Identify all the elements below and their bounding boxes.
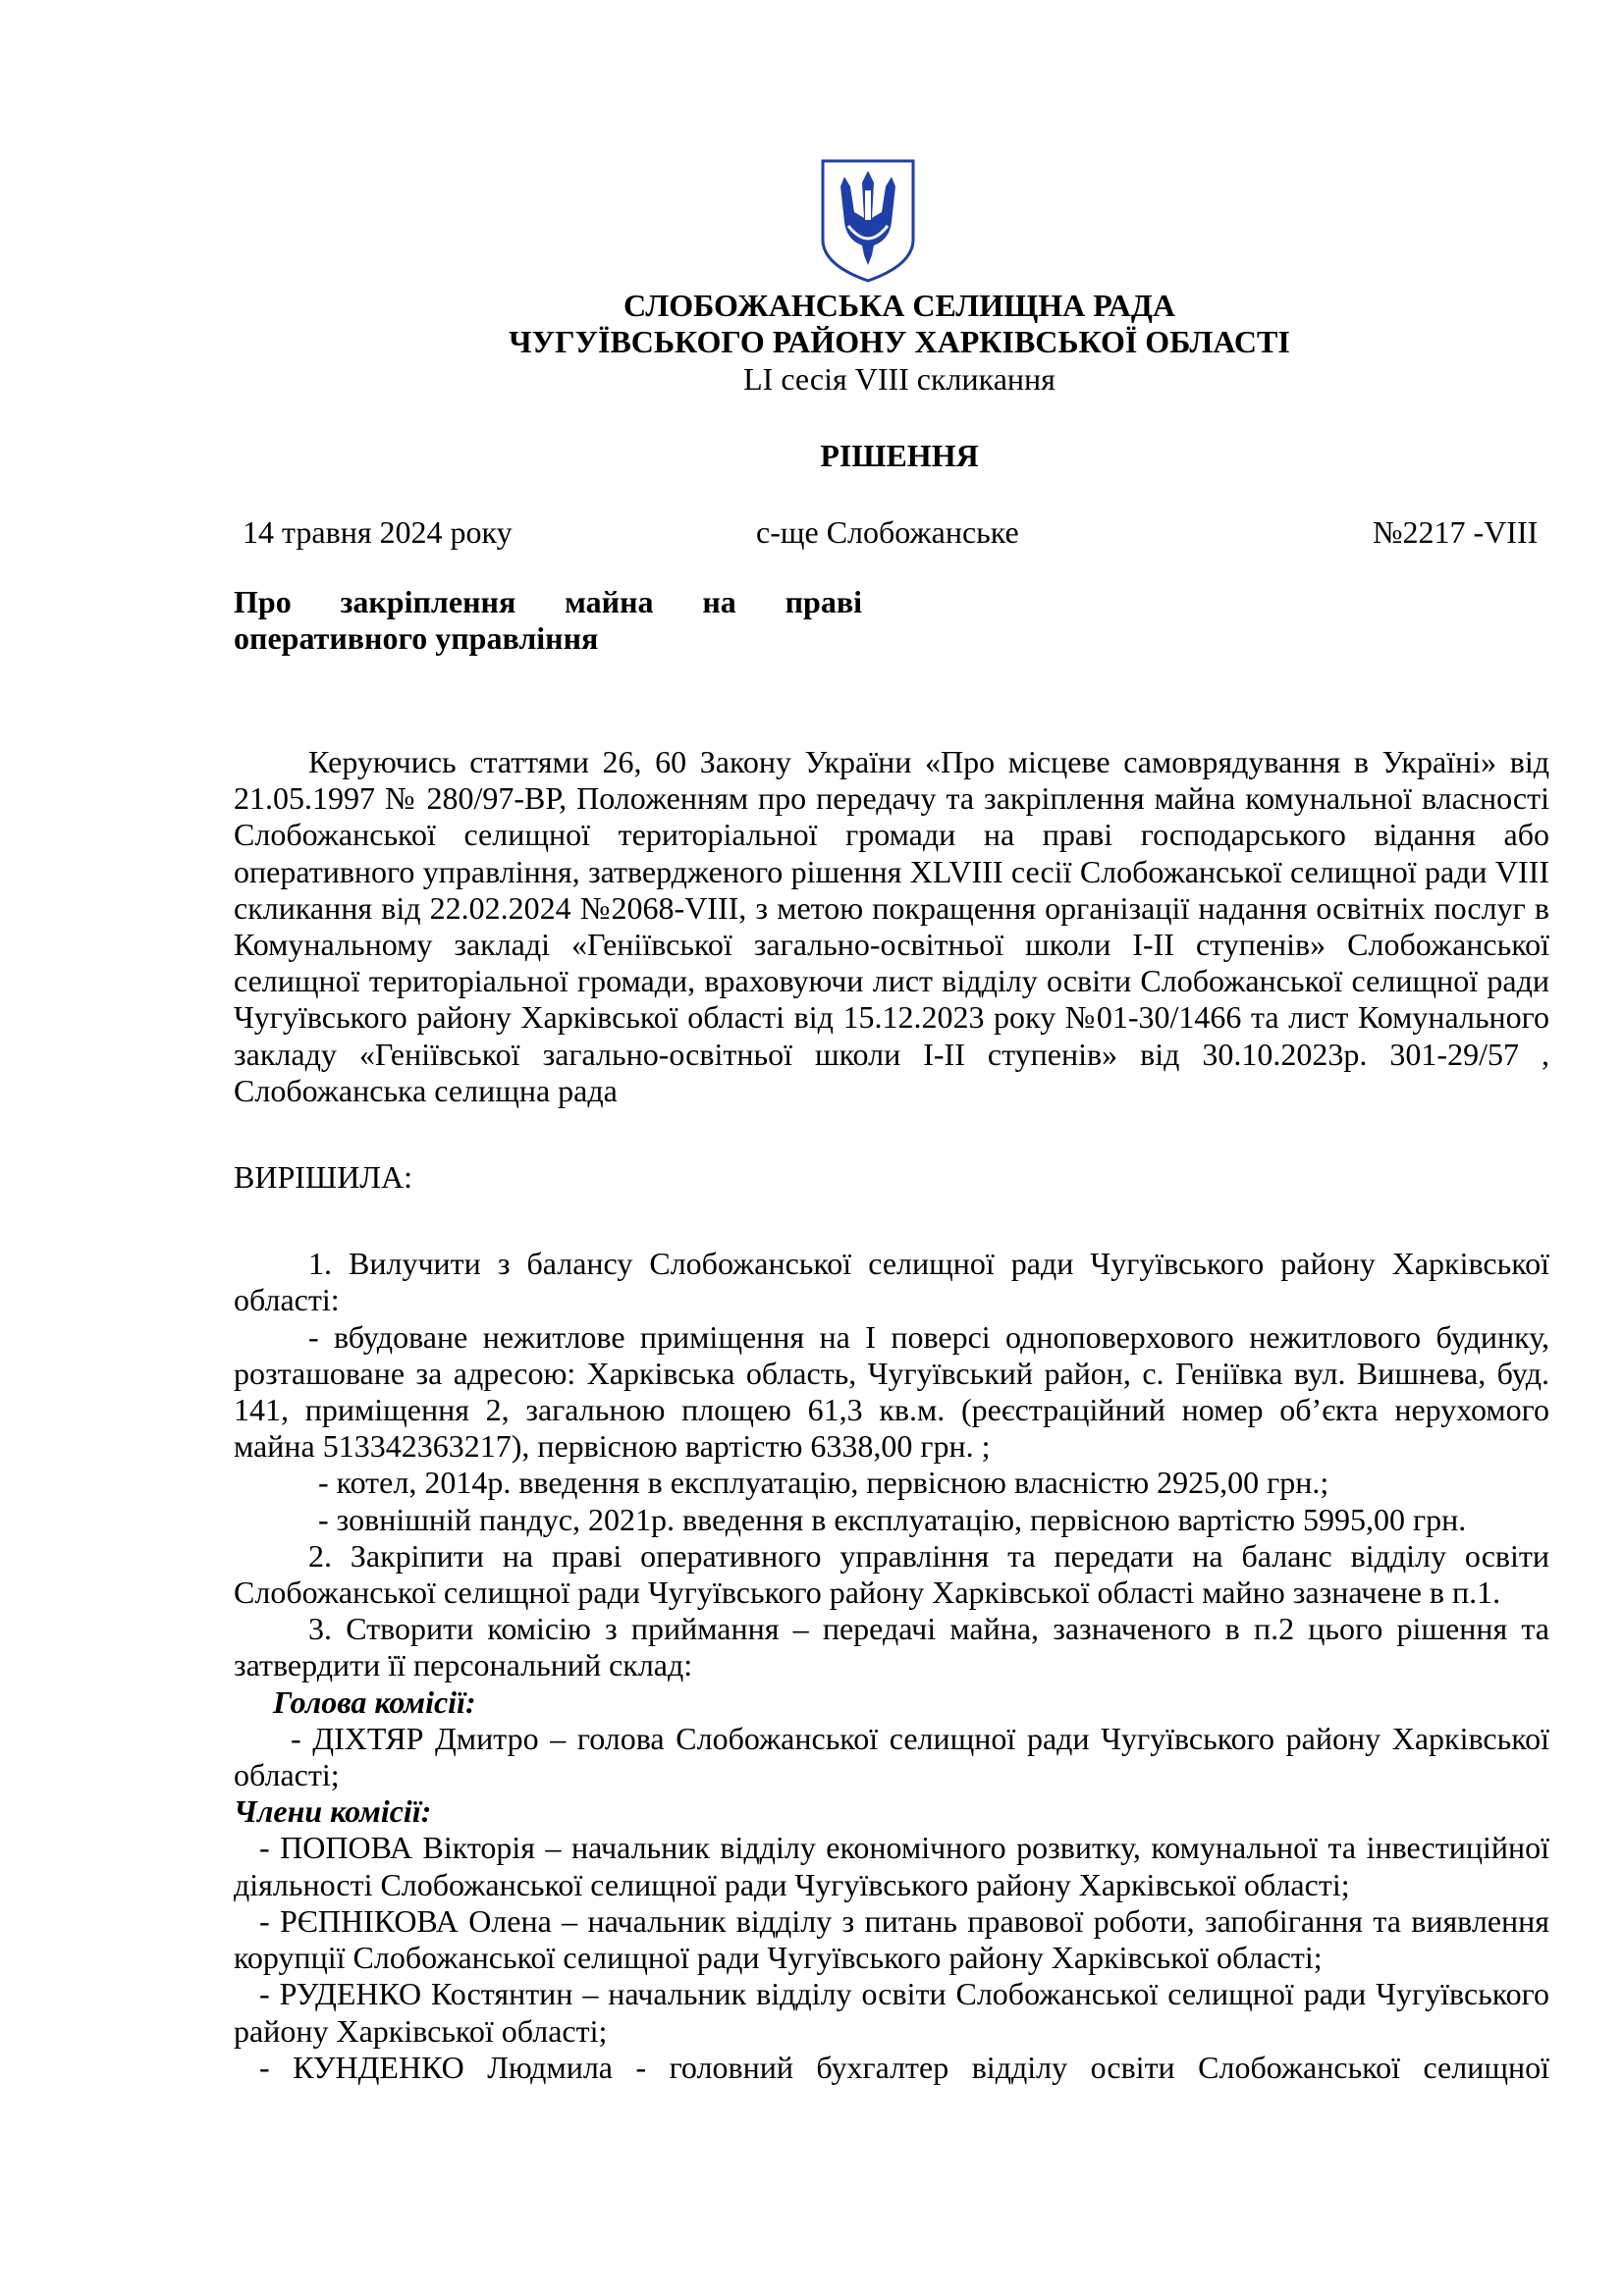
decided-heading: ВИРІШИЛА: (234, 1159, 412, 1196)
item-1: 1. Вилучити з балансу Слобожанської селищної ради Чугуївського району Харківської області: (234, 1246, 1549, 1318)
decision-date: 14 травня 2024 року (243, 514, 513, 550)
commission-members-heading: Члени комісії: (234, 1793, 432, 1830)
council-region: ЧУГУЇВСЬКОГО РАЙОНУ ХАРКІВСЬКОЇ ОБЛАСТІ (509, 324, 1290, 359)
item-1-boiler: - котел, 2014р. введення в експлуатацію, первісною власністю 2925,00 грн.; (318, 1465, 1329, 1501)
commission-chair: - ДІХТЯР Дмитро – голова Слобожанської селищної ради Чугуївського району Харківської області; (234, 1720, 1549, 1793)
coat-of-arms-icon (819, 157, 917, 285)
document-body (234, 744, 1549, 2086)
document-type-title: РІШЕННЯ (820, 438, 979, 473)
item-1-ramp: - зовнішній пандус, 2021р. введення в експлуатацію, первісною вартістю 5995,00 грн. (318, 1501, 1467, 1537)
item-1-premises: - вбудоване нежитлове приміщення на І поверсі одноповерхового нежитлового будинку, розташоване за адресою: Харківська область, Чугуївський район, с. Геніївка вул. Вишнева, буд. 141, приміщення 2, загальною площею 61,3 кв.м. (реєстраційний номер об’єкта нерухомого майна 513342363217), первісною вартістю 6338,00 грн. ; (234, 1318, 1549, 1465)
preamble-paragraph: Керуючись статтями 26, 60 Закону України «Про місцеве самоврядування в Україні» від 21.05.1997 № 280/97-ВР, Положенням про передачу та закріплення майна комунальної власності Слобожанської селищної територіальної громади на праві господарського відання або оперативного управління, затвердженого рішення XLVIII сесії Слобожанської селищної ради VIII скликання від 22.02.2024 №2068-VIII, з метою покращення організації надання освітніх послуг в Комунальному закладі «Геніївської загально-освітньої школи І-ІІ ступенів» Слобожанської селищної територіальної громади, враховуючи лист відділу освіти Слобожанської селищної ради Чугуївського району Харківської області від 15.12.2023 року №01-30/1466 та лист Комунального закладу «Геніївської загально-освітньої школи І-ІІ ступенів» від 30.10.2023р. 301-29/57 , Слобожанська селищна рада (234, 744, 1549, 1108)
subject-line-2: оперативного управління (234, 620, 599, 656)
commission-member: - ПОПОВА Вікторія – начальник відділу економічного розвитку, комунальної та інвестиційної діяльності Слобожанської селищної ради Чугуївського району Харківської області; (234, 1830, 1549, 1902)
decision-number: №2217 -VIII (1373, 514, 1539, 550)
item-3: 3. Створити комісію з приймання – передачі майна, зазначеного в п.2 цього рішення та затвердити її персональний склад: (234, 1611, 1549, 1683)
item-2: 2. Закріпити на праві оперативного управління та передати на баланс відділу освіти Слобожанської селищної ради Чугуївського району Харківської області майно зазначене в п.1. (234, 1537, 1549, 1611)
council-name: СЛОБОЖАНСЬКА СЕЛИЩНА РАДА (623, 288, 1175, 323)
decision-place: с-ще Слобожанське (756, 514, 1019, 550)
commission-chair-heading: Голова комісії: (273, 1683, 476, 1720)
decision-subject (234, 584, 862, 657)
session-line: LI сесія VIII скликання (743, 361, 1056, 397)
commission-member: - КУНДЕНКО Людмила - головний бухгалтер відділу освіти Слобожанської селищної (259, 2049, 1549, 2085)
commission-member: - РУДЕНКО Костянтин – начальник відділу освіти Слобожанської селищної ради Чугуївського району Харківської області; (234, 1976, 1549, 2049)
commission-member: - РЄПНІКОВА Олена – начальник відділу з питань правової роботи, запобігання та виявлення корупції Слобожанської селищної ради Чугуївського району Харківської області; (234, 1902, 1549, 1976)
subject-line-1: Про закріплення майна на праві (234, 584, 862, 619)
